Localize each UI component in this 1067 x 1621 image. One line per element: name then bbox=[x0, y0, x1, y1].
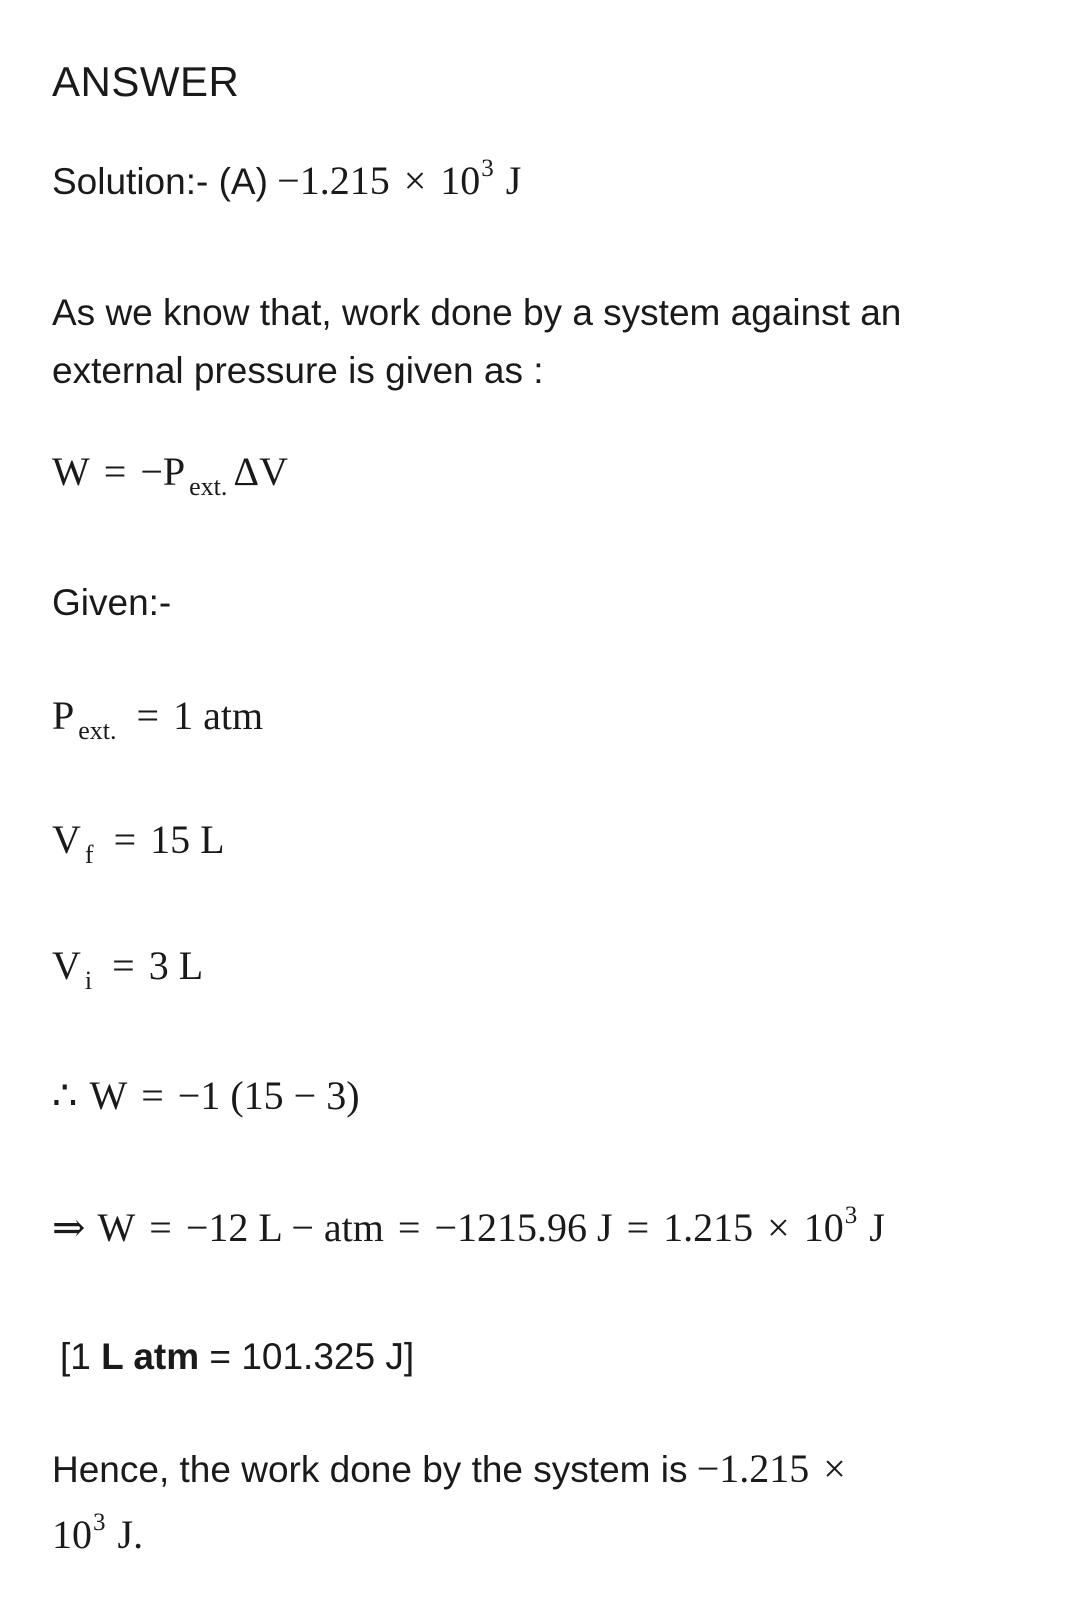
conclusion-line-2: $10^3$ J. bbox=[52, 1509, 144, 1557]
answer-heading: ANSWER bbox=[52, 58, 240, 105]
v-f-equation: V $_f$ = 15 L bbox=[52, 817, 225, 869]
given-label: Given:- bbox=[52, 582, 172, 623]
result-equation: ⇒ W = −12 L − atm = −1215.96 $J = 1.215 \times 10^3$ J bbox=[52, 1202, 885, 1250]
v-i-equation: V $_i$ = 3 L bbox=[52, 943, 204, 995]
intro-line-2: external pressure is given as : bbox=[52, 350, 544, 391]
solution-value: $-1.215 \times 10^3$ J bbox=[277, 155, 522, 203]
solution-label: Solution:- (A) bbox=[52, 161, 268, 202]
p-ext-equation: P $_{ext.}$ = 1 atm bbox=[52, 693, 264, 745]
intro-line-1: As we know that, work done by a system against an bbox=[52, 292, 902, 333]
conversion-note: [1 L atm = 101.325 J] bbox=[60, 1336, 415, 1377]
intro-paragraph bbox=[52, 284, 901, 400]
conclusion-line-1: Hence, the work done by the system is −1.215 × bbox=[52, 1446, 846, 1491]
therefore-equation: ∴ W = −1 (15 − 3) bbox=[52, 1073, 360, 1118]
work-formula: W = −P $_{ext.}$ ΔV bbox=[52, 449, 289, 501]
solution-line bbox=[52, 152, 521, 216]
conclusion-paragraph bbox=[52, 1440, 860, 1570]
